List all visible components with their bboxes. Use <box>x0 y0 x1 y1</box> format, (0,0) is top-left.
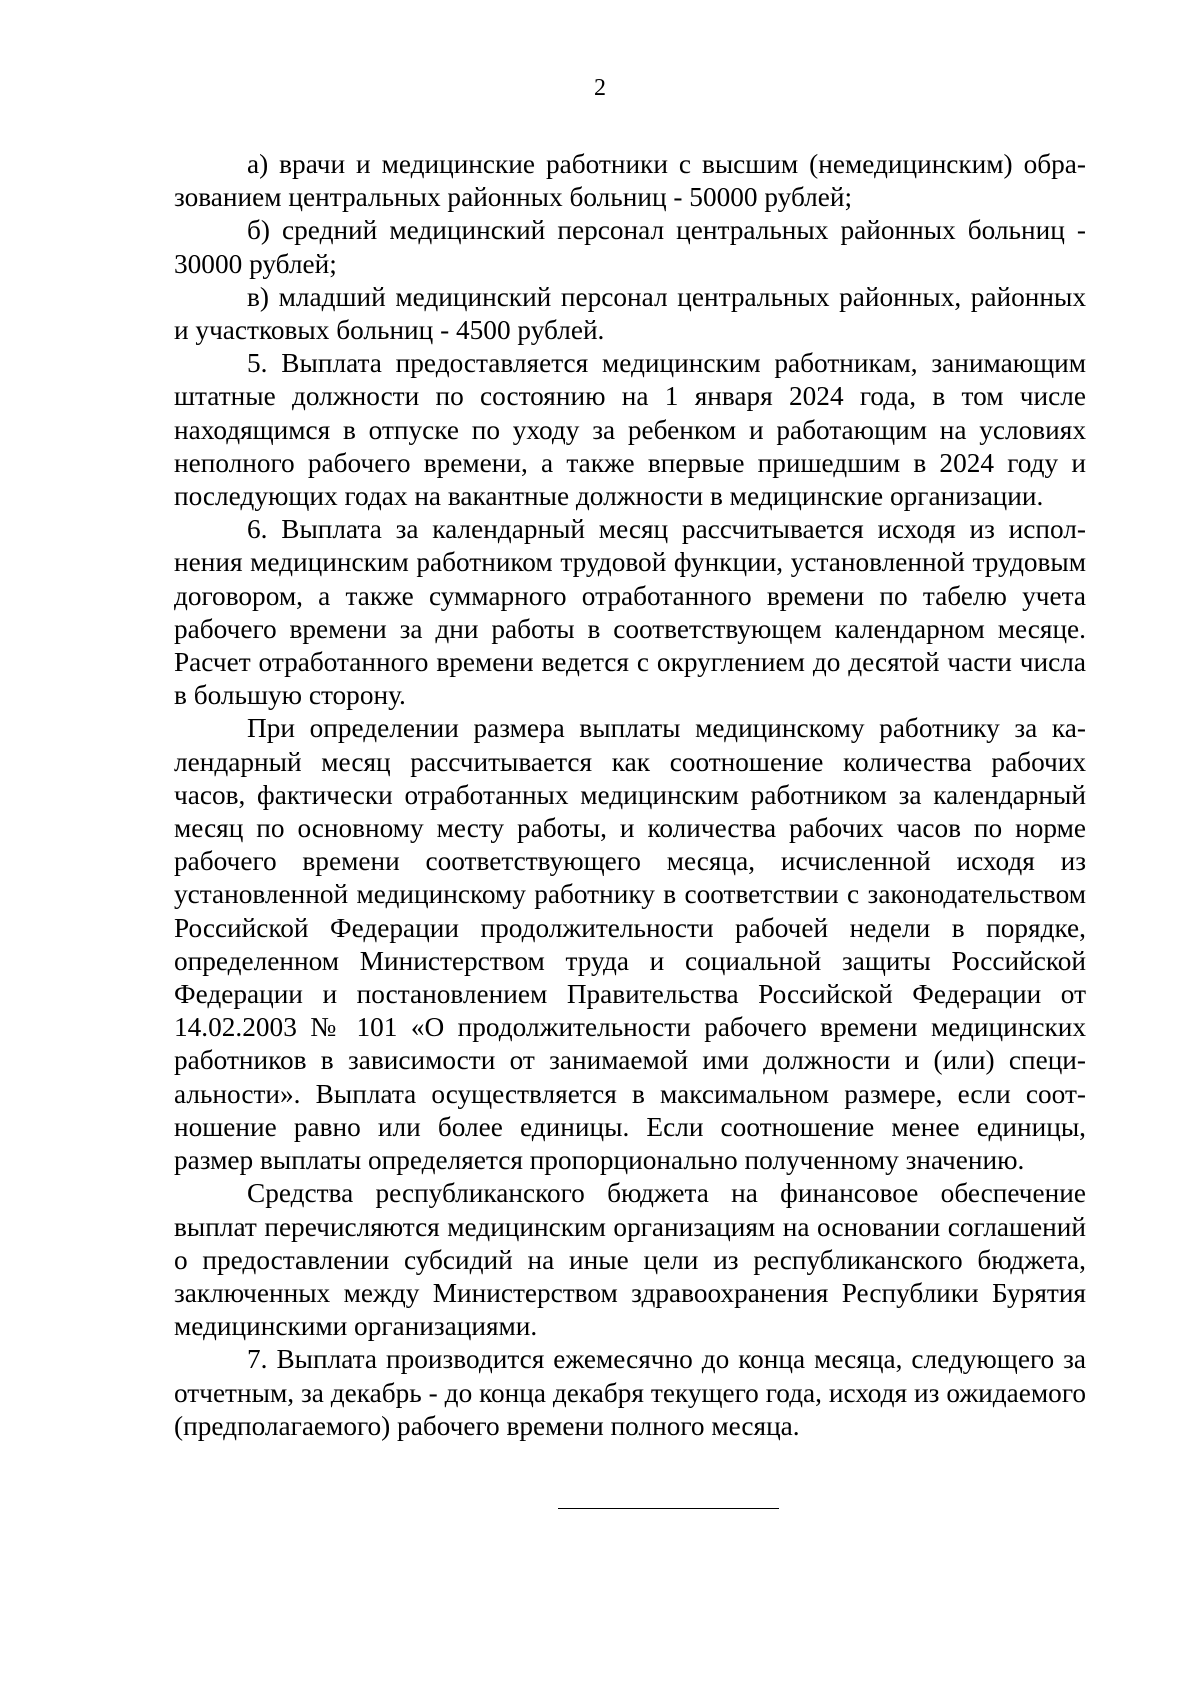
paragraph-6: 6. Выплата за календарный месяц рассчитывается исходя из исполнения медицинским работником трудовой функции, установленной трудовым договором, а также суммарного отработанного времени по табелю учета рабочего времени за дни работы в соответствующем календарном месяце. Расчет отработанного времени ведется с округлением до десятой части числа в большую сторону. <box>174 514 1086 711</box>
document-body <box>174 148 1086 1443</box>
paragraph-5: 5. Выплата предоставляется медицинским работникам, занимающим штатные должности по состоянию на 1 января 2024 года, в том числе находящимся в отпуске по уходу за ребенком и работающим на условиях неполного рабочего времени, а также впервые пришедшим в 2024 году и последующих годах на вакантные должности в медицинские организации. <box>174 348 1086 512</box>
paragraph-7: 7. Выплата производится ежемесячно до конца месяца, следующего за отчетным, за декабрь - до конца декабря текущего года, исходя из ожидаемого (предполагаемого) рабочего времени полного месяца. <box>174 1344 1086 1441</box>
paragraph-b: б) средний медицинский персонал центральных районных больниц - 30000 рублей; <box>174 215 1086 279</box>
paragraph-6-funding: Средства республиканского бюджета на финансовое обеспечение выплат перечисляются медицинским организациям на основании соглашений о предоставлении субсидий на иные цели из республиканского бюджета, заключенных между Министерством здравоохранения Республики Бурятия медицинскими организациями. <box>174 1178 1086 1342</box>
paragraph-6-calculation: При определении размера выплаты медицинскому работнику за календарный месяц рассчитывается как соотношение количества рабочих часов, фактически отработанных медицинским работником за календарный месяц по основному месту работы, и количества рабочих часов по норме рабочего времени соответствующего месяца, исчисленной исходя из установленной медицинскому работнику в соответствии с законодательством Российской Федерации продолжительности рабочей недели в порядке, определенном Министерством труда и социальной защиты Российской Федерации и постановлением Правительства Российской Федерации от 14.02.2003 № 101 «О продолжительности рабочего времени медицинских работников в зависимости от занимаемой ими должности и (или) специальности». Выплата осуществляется в максимальном размере, если соотношение равно или более единицы. Если соотношение менее единицы, размер выплаты определяется пропорционально полученному значению. <box>174 713 1086 1176</box>
paragraph-c: в) младший медицинский персонал центральных районных, районных и участковых больниц - 4500 рублей. <box>174 281 1086 346</box>
end-separator-line <box>558 1508 779 1509</box>
page-number: 2 <box>594 75 606 101</box>
paragraph-a: а) врачи и медицинские работники с высшим (немедицинским) образованием центральных районных больниц - 50000 рублей; <box>174 149 1086 213</box>
